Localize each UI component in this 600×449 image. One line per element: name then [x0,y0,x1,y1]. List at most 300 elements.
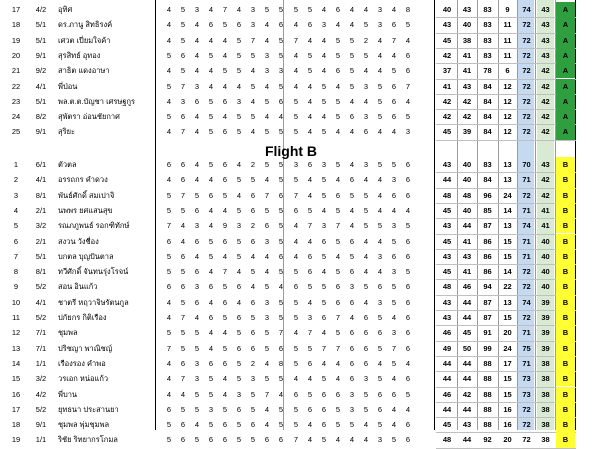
hole-score: 6 [236,343,242,353]
hcp-score: 16 [503,404,512,414]
hole-score: 3 [236,96,242,106]
hcp-score: 12 [503,127,512,137]
hole-score: 6 [363,127,369,137]
player-number: 5 [13,221,19,231]
hole-score: 5 [236,112,242,122]
net-score: 72 [522,435,531,445]
hole-score: 5 [391,160,397,169]
hole-score: 5 [349,66,355,76]
net-score: 74 [522,297,531,307]
hole-score: 5 [208,127,214,137]
hole-score: 5 [293,343,299,353]
stb-score: 42 [541,190,550,200]
hole-score: 4 [363,420,369,430]
hole-score: 5 [278,160,284,169]
gross-score: 84 [483,112,492,122]
hole-score: 4 [307,190,313,200]
gross-score: 84 [483,175,492,185]
hole-score: 5 [363,282,369,292]
hole-score: 6 [391,389,397,399]
player-name: ชุมพล [58,328,78,338]
net-score: 72 [522,404,531,414]
class-badge: B [556,279,575,294]
hole-score: 3 [405,127,411,137]
hole-score: 5 [278,374,284,384]
hole-score: 6 [363,328,369,338]
hole-score: 5 [236,236,242,246]
hole-score: 5 [349,251,355,261]
out-score: 37 [442,66,452,76]
hole-score: 5 [391,282,397,292]
hole-score: 3 [264,66,270,76]
out-score: 45 [442,35,452,45]
hole-score: 4 [391,205,397,215]
hole-score: 5 [194,435,200,445]
hole-score: 5 [180,20,186,30]
table-row [0,79,600,94]
hole-score: 3 [363,160,369,169]
hole-score: 4 [321,35,327,45]
gross-score: 92 [483,435,492,445]
player-number: 14 [11,358,21,368]
stb-score: 39 [541,343,550,353]
hole-score: 3 [391,267,397,277]
hole-score: 4 [236,190,242,200]
hole-score: 2 [250,160,256,169]
hole-score: 5 [278,313,284,322]
hole-score: 5 [293,267,299,277]
hole-score: 3 [293,160,299,169]
net-score: 71 [522,205,531,215]
hole-score: 6 [278,251,284,261]
hole-score: 6 [166,236,172,246]
player-name: ชุมพล พุ่มชุมพล [58,420,110,430]
hole-score: 5 [208,160,214,169]
hole-score: 4 [321,358,327,368]
hole-score: 4 [335,374,341,384]
hole-score: 5 [278,81,284,91]
hole-score: 6 [180,358,186,368]
hole-score: 5 [278,267,284,277]
hole-score: 4 [222,374,228,384]
hole-score: 5 [236,374,242,384]
hole-score: 6 [264,221,270,231]
stb-score: 42 [541,96,550,106]
player-code: 9/1 [35,50,47,60]
gross-score: 78 [483,66,492,76]
hole-score: 6 [377,389,383,399]
hole-score: 6 [405,190,411,200]
hole-score: 5 [264,282,270,292]
hole-score: 6 [180,160,186,169]
table-row [0,48,600,63]
hole-score: 6 [405,313,411,322]
hole-score: 5 [377,420,383,430]
hole-score: 6 [208,282,214,292]
hcp-score: 12 [503,81,512,91]
class-badge: A [556,94,575,109]
net-score: 72 [522,282,531,292]
hole-score: 5 [166,112,172,122]
class-badge: A [556,109,575,124]
hole-score: 4 [194,175,200,185]
hole-score: 5 [405,20,411,30]
player-number: 11 [12,313,20,322]
hole-score: 5 [321,297,327,307]
hole-score: 7 [180,127,186,137]
net-score: 73 [522,389,531,399]
class-badge: B [556,417,575,432]
player-code: 3/2 [35,374,47,384]
hole-score: 4 [166,66,172,76]
hole-score: 5 [194,389,200,399]
hole-score: 6 [250,420,256,430]
hole-score: 5 [335,50,341,60]
hole-score: 6 [405,435,411,445]
hole-score: 7 [222,267,228,277]
player-name: พี่ป่อน [58,81,78,91]
table-row [0,203,600,218]
hole-score: 5 [293,404,299,414]
net-score: 71 [522,358,531,368]
hole-score: 4 [349,221,355,231]
player-number: 1 [13,160,19,169]
hole-score: 5 [194,328,200,338]
hole-score: 9 [222,221,228,231]
hole-score: 6 [349,236,355,246]
hole-score: 5 [321,374,327,384]
hole-score: 5 [335,35,341,45]
hole-score: 6 [349,267,355,277]
hole-score: 4 [307,175,313,185]
hole-score: 6 [194,297,200,307]
hole-score: 6 [321,313,327,322]
gross-score: 83 [483,50,492,60]
hole-score: 5 [293,358,299,368]
hole-score: 4 [391,404,397,414]
hole-score: 7 [307,221,313,231]
hole-score: 6 [349,328,355,338]
hole-score: 7 [293,435,299,445]
hole-score: 4 [180,221,186,231]
hole-score: 5 [236,35,242,45]
hole-score: 5 [264,343,270,353]
player-name: บกตล บุญปันตาล [58,251,114,261]
hole-score: 6 [166,404,172,414]
hole-score: 6 [180,282,186,292]
gross-score: 88 [483,374,492,384]
class-badge: B [556,295,575,310]
hole-score: 4 [391,127,397,137]
player-code: 9/1 [35,127,47,137]
hole-score: 6 [321,420,327,430]
hole-score: 6 [180,435,186,445]
hole-score: 4 [222,81,228,91]
hole-score: 4 [363,251,369,261]
hole-score: 7 [278,328,284,338]
player-name: เศวต เปี่ยมใจค้า [58,35,111,45]
hole-score: 6 [405,66,411,76]
player-code: 6/1 [35,160,47,169]
net-score: 72 [522,313,531,322]
table-row [0,17,600,32]
player-code: 4/1 [35,175,47,185]
hole-score: 6 [321,404,327,414]
class-badge: A [556,2,575,17]
hole-score: 5 [307,282,313,292]
hole-score: 6 [405,175,411,185]
hole-score: 7 [335,343,341,353]
player-code: 8/1 [35,267,47,277]
player-name: อรรถกร คำดวง [58,175,108,185]
hole-score: 4 [335,358,341,368]
hole-score: 7 [264,389,270,399]
hole-score: 6 [405,160,411,169]
hole-score: 5 [264,96,270,106]
hole-score: 4 [363,435,369,445]
hole-score: 4 [335,127,341,137]
hole-score: 4 [377,236,383,246]
class-badge: B [556,371,575,386]
hole-score: 4 [180,389,186,399]
hole-score: 5 [236,251,242,261]
net-score: 72 [522,66,531,76]
gross-score: 87 [483,297,492,307]
hole-score: 3 [377,435,383,445]
hole-score: 4 [363,297,369,307]
hcp-score: 15 [503,374,512,384]
hole-score: 4 [363,96,369,106]
net-score: 74 [522,5,531,14]
hole-score: 4 [293,66,299,76]
hole-score: 6 [405,251,411,261]
player-name: สุริยะ [58,127,76,137]
hole-score: 5 [180,66,186,76]
in-score: 43 [462,81,472,91]
hole-score: 6 [405,420,411,430]
hole-score: 5 [194,343,200,353]
hole-score: 5 [208,389,214,399]
hole-score: 5 [208,236,214,246]
player-code: 5/1 [35,251,47,261]
hole-score: 4 [307,420,313,430]
player-number: 20 [11,50,21,60]
table-row [0,172,600,187]
hole-score: 6 [293,282,299,292]
in-score: 39 [462,127,472,137]
hole-score: 5 [264,328,270,338]
hole-score: 4 [194,50,200,60]
hole-score: 5 [264,5,270,14]
hole-score: 6 [405,374,411,384]
player-code: 4/2 [35,389,47,399]
out-score: 43 [442,160,452,169]
hole-score: 4 [166,313,172,322]
table-row [0,2,600,17]
in-score: 41 [462,66,472,76]
player-number: 21 [11,66,21,76]
hole-score: 4 [405,96,411,106]
hole-score: 4 [166,96,172,106]
hole-score: 5 [293,96,299,106]
hole-score: 3 [264,297,270,307]
hole-score: 4 [222,389,228,399]
hcp-score: 15 [503,313,512,322]
hole-score: 7 [250,35,256,45]
hole-score: 7 [180,81,186,91]
player-name: ยุทธนา ประสานยา [58,404,119,414]
player-code: 5/1 [35,35,47,45]
hole-score: 5 [377,313,383,322]
hole-score: 4 [194,127,200,137]
out-score: 48 [442,435,452,445]
hole-score: 5 [321,127,327,137]
hole-score: 4 [208,343,214,353]
out-score: 44 [442,175,452,185]
hole-score: 6 [335,190,341,200]
hole-score: 3 [250,20,256,30]
hole-score: 5 [405,267,411,277]
in-score: 41 [462,50,472,60]
hole-score: 4 [264,35,270,45]
hole-score: 5 [166,81,172,91]
gross-score: 86 [483,236,492,246]
hole-score: 5 [180,404,186,414]
hcp-score: 20 [503,435,512,445]
player-name: ริชัย ริทยากรโกมล [58,435,118,445]
hole-score: 4 [405,205,411,215]
hole-score: 3 [377,297,383,307]
hole-score: 4 [166,5,172,14]
hole-score: 5 [363,205,369,215]
hole-score: 3 [194,5,200,14]
hole-score: 5 [349,420,355,430]
hole-score: 5 [335,96,341,106]
hole-score: 4 [377,205,383,215]
hole-score: 7 [166,343,172,353]
hole-score: 6 [180,112,186,122]
stb-score: 39 [541,328,550,338]
hole-score: 5 [250,313,256,322]
hole-score: 4 [293,328,299,338]
hole-score: 5 [278,236,284,246]
hole-score: 4 [405,35,411,45]
hole-score: 6 [222,435,228,445]
table-row [0,295,600,310]
net-score: 75 [522,343,531,353]
player-name: สงวน วังชื่อง [58,236,99,246]
hole-score: 4 [194,420,200,430]
player-code: 5/2 [35,404,47,414]
player-name: นพพร ยศแสนสุข [58,205,113,215]
hole-score: 5 [166,190,172,200]
stb-score: 43 [541,5,550,14]
player-name: อุทิศ [58,5,73,14]
player-code: 7/1 [35,328,47,338]
player-name: วรเอก หน่อแก้ว [58,374,109,384]
hole-score: 3 [391,221,397,231]
hole-score: 5 [363,221,369,231]
class-badge: B [556,356,575,371]
hole-score: 5 [321,190,327,200]
player-name: สอน อินแก้ว [58,282,98,292]
hole-score: 3 [377,251,383,261]
stb-score: 38 [541,404,550,414]
hole-score: 6 [391,96,397,106]
gross-score: 87 [483,221,492,231]
hole-score: 5 [166,50,172,60]
hcp-score: 6 [505,66,510,76]
hole-score: 4 [166,35,172,45]
table-row [0,417,600,432]
player-number: 17 [11,5,21,14]
hole-score: 5 [222,190,228,200]
hole-score: 4 [264,20,270,30]
player-name: พันธ์ศักดิ์ สมเปาจิ [58,190,115,200]
player-number: 8 [13,267,19,277]
class-badge: A [556,79,575,94]
out-score: 45 [442,420,452,430]
hole-score: 5 [335,267,341,277]
hcp-score: 12 [503,112,512,122]
hole-score: 6 [307,160,313,169]
gross-score: 83 [483,5,492,14]
hole-score: 4 [208,221,214,231]
class-badge: A [556,124,575,139]
player-code: 8/2 [35,112,47,122]
hcp-score: 11 [503,35,512,45]
hole-score: 4 [264,358,270,368]
player-code: 9/1 [35,420,47,430]
hole-score: 5 [194,404,200,414]
class-badge: B [556,387,575,402]
hole-score: 6 [278,20,284,30]
hole-score: 6 [405,297,411,307]
hole-score: 3 [208,404,214,414]
hole-score: 5 [405,389,411,399]
hole-score: 4 [293,20,299,30]
hole-score: 6 [166,160,172,169]
hole-score: 5 [236,205,242,215]
hole-score: 4 [222,328,228,338]
hole-score: 5 [236,358,242,368]
hole-score: 6 [180,50,186,60]
hole-score: 5 [307,66,313,76]
hole-score: 7 [335,221,341,231]
stb-score: 43 [541,35,550,45]
hole-score: 6 [264,435,270,445]
hole-score: 4 [391,313,397,322]
out-score: 48 [442,282,452,292]
hole-score: 3 [307,313,313,322]
hole-score: 5 [363,20,369,30]
table-row [0,402,600,417]
hole-score: 4 [363,66,369,76]
hole-score: 5 [307,50,313,60]
player-name: ปริชญา พาณิชญ์ [58,343,113,353]
hole-score: 4 [321,267,327,277]
hole-score: 6 [363,313,369,322]
hole-score: 5 [293,420,299,430]
player-number: 13 [11,343,21,353]
hole-score: 2 [250,221,256,231]
hole-score: 3 [321,221,327,231]
player-code: 5/2 [35,282,47,292]
hole-score: 5 [293,297,299,307]
hole-score: 5 [307,205,313,215]
hole-score: 5 [166,251,172,261]
hole-score: 4 [377,50,383,60]
